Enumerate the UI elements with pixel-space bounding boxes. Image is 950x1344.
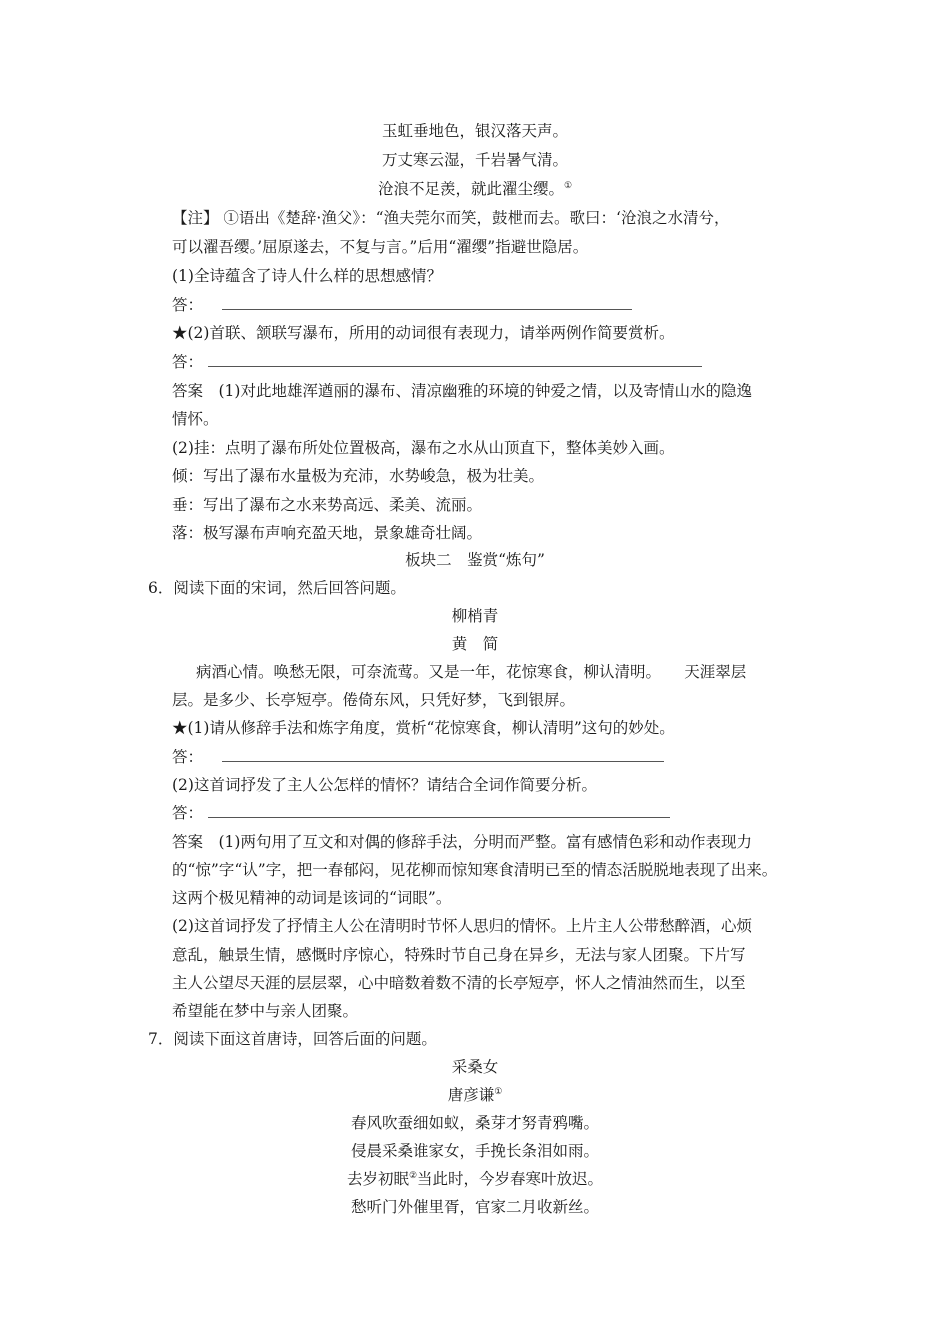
answer-text: 垂：写出了瀑布之水来势高远、柔美、流丽。 (172, 496, 483, 514)
poem-text: 病酒心情。唤愁无限，可奈流莺。又是一年，花惊寒食，柳认清明。 天涯翠层 (196, 663, 747, 681)
question-prompt: 7．阅读下面这首唐诗，回答后面的问题。 (148, 1030, 437, 1048)
answer-label: 答： (172, 748, 204, 766)
note-line: 【注】 ①语出《楚辞·渔父》：“渔夫莞尔而笑，鼓枻而去。歌曰：‘沧浪之水清兮， (172, 209, 730, 227)
answer-text: (2)挂：点明了瀑布所处位置极高，瀑布之水从山顶直下，整体美妙入画。 (172, 439, 675, 457)
poem-text: 层。是多少、长亭短亭。倦倚东风，只凭好梦，飞到银屏。 (172, 691, 576, 709)
answer-text: 答案 (1)两句用了互文和对偶的修辞手法，分明而严整。富有感情色彩和动作表现力 (172, 833, 752, 851)
question: ★(1)请从修辞手法和炼字角度，赏析“花惊寒食，柳认清明”这句的妙处。 (172, 719, 675, 737)
answer-text: 答案 (1)对此地雄浑遒丽的瀑布、清凉幽雅的环境的钟爱之情，以及寄情山水的隐逸 (172, 382, 752, 400)
answer-label: 答： (172, 804, 204, 822)
answer-label: 答： (172, 296, 204, 314)
poem-line-text: 当此时，今岁春寒叶放迟。 (417, 1170, 604, 1188)
answer-blank-row (172, 351, 702, 373)
footnote-mark: ② (408, 1170, 418, 1181)
answer-text: 希望能在梦中与亲人团聚。 (172, 1002, 359, 1020)
footnote-mark: ① (494, 1086, 503, 1097)
answer-blank-line[interactable] (222, 747, 664, 762)
answer-text: 落：极写瀑布声响充盈天地，景象雄奇壮阔。 (172, 524, 483, 542)
poem-author: 黄 简 (451, 635, 499, 653)
poem-line: 春风吹蚕细如蚁，桑芽才努青鸦嘴。 (350, 1114, 599, 1132)
question: ★(2)首联、颔联写瀑布，所用的动词很有表现力，请举两例作简要赏析。 (172, 324, 675, 342)
answer-label: 答： (172, 353, 204, 371)
answer-text: (2)这首词抒发了抒情主人公在清明时节怀人思归的情怀。上片主人公带愁醉酒，心烦 (172, 917, 752, 935)
section-title: 板块二 鉴赏“炼句” (405, 551, 545, 569)
answer-text: 这两个极见精神的动词是该词的“词眼”。 (172, 889, 452, 907)
poem-line (0, 1168, 950, 1190)
answer-text: 的“惊”字“认”字，把一春郁闷，见花柳而惊知寒食清明已至的情态活脱脱地表现了出来。 (172, 861, 778, 879)
poem-title: 柳梢青 (451, 607, 499, 625)
poem-title: 采桑女 (451, 1058, 499, 1076)
poem-line: 侵晨采桑谁家女，手挽长条泪如雨。 (350, 1142, 599, 1160)
poem-line-text: 沧浪不足羡，就此濯尘缨。 (377, 180, 564, 198)
poem-line: 愁听门外催里胥，官家二月收新丝。 (350, 1198, 599, 1216)
answer-text: 意乱，触景生情，感慨时序惊心，特殊时节自己身在异乡，无法与家人团聚。下片写 (172, 946, 746, 964)
answer-blank-line[interactable] (222, 295, 632, 310)
answer-blank-line[interactable] (208, 352, 702, 367)
poem-line-text: 去岁初眠 (346, 1170, 409, 1188)
answer-text: 倾：写出了瀑布水量极为充沛，水势峻急，极为壮美。 (172, 467, 545, 485)
poem-line: 玉虹垂地色，银汉落天声。 (381, 122, 568, 140)
answer-text: 主人公望尽天涯的层层翠，心中暗数着数不清的长亭短亭，怀人之情油然而生，以至 (172, 974, 746, 992)
question-prompt: 6．阅读下面的宋词，然后回答问题。 (148, 579, 406, 597)
poem-line: 万丈寒云湿，千岩暑气清。 (381, 151, 568, 169)
answer-blank-row (172, 746, 664, 768)
question: (2)这首词抒发了主人公怎样的情怀？请结合全词作简要分析。 (172, 776, 597, 794)
answer-blank-line[interactable] (208, 803, 670, 818)
poem-author-name: 唐彦谦 (447, 1086, 495, 1104)
answer-blank-row (172, 802, 670, 824)
poem-line (0, 178, 950, 200)
answer-text: 情怀。 (172, 410, 219, 428)
note-line: 可以濯吾缨。’屈原遂去，不复与言。”后用“濯缨”指避世隐居。 (172, 238, 589, 256)
question: (1)全诗蕴含了诗人什么样的思想感情？ (172, 267, 442, 285)
poem-author (0, 1084, 950, 1106)
answer-blank-row (172, 294, 632, 316)
footnote-mark: ① (563, 180, 573, 191)
